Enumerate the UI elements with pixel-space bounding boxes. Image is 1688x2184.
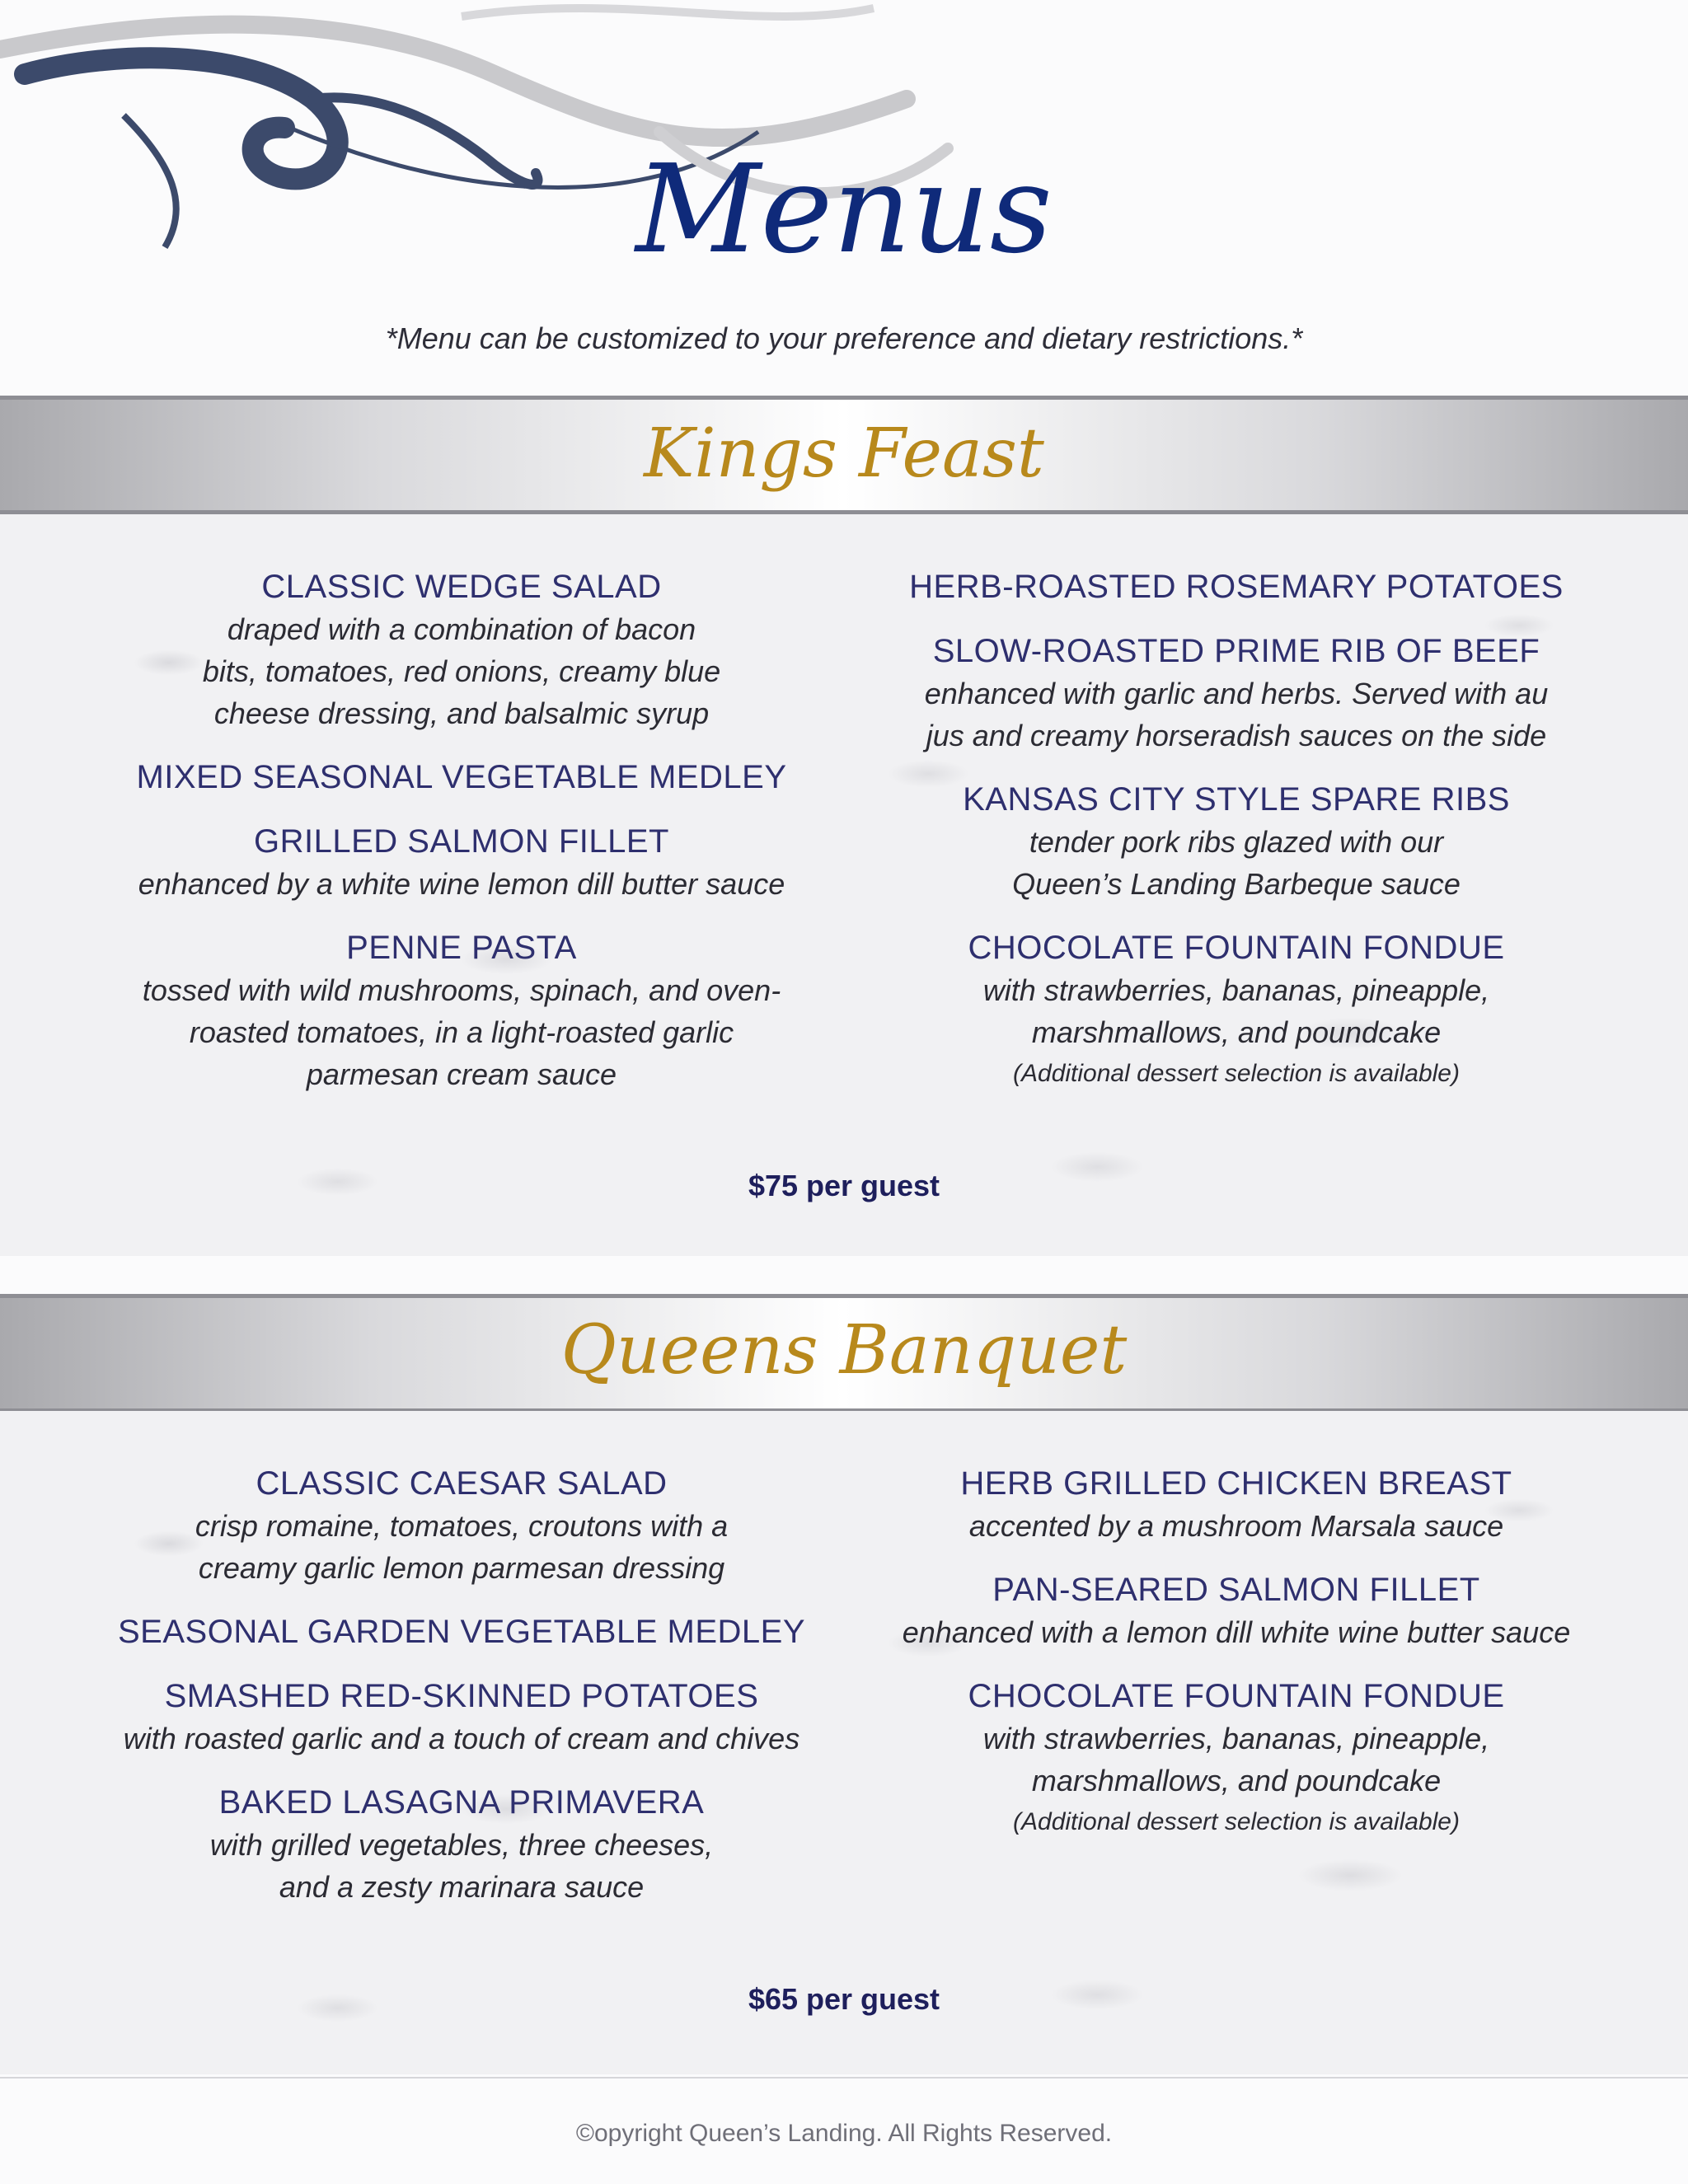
menu-item xyxy=(841,1462,1632,1547)
menu-item-name: PAN-SEARED SALMON FILLET xyxy=(992,1572,1480,1608)
menu-item-name: SMASHED RED-SKINNED POTATOES xyxy=(164,1678,759,1714)
menu-item-desc: cheese dressing, and balsalmic syrup xyxy=(213,696,710,730)
menu-item-name: KANSAS CITY STYLE SPARE RIBS xyxy=(963,781,1510,818)
menu-item-name: SLOW-ROASTED PRIME RIB OF BEEF xyxy=(932,633,1540,669)
dessert-note: (Additional dessert selection is available) xyxy=(1013,1808,1460,1835)
menu-item xyxy=(66,926,857,1095)
menu-item-desc: jus and creamy horseradish sauces on the side xyxy=(926,719,1547,752)
menu-item xyxy=(66,756,857,799)
menu-item xyxy=(841,778,1632,905)
customization-note: *Menu can be customized to your preference and dietary restrictions.* xyxy=(385,321,1303,355)
menu-item-name: MIXED SEASONAL VEGETABLE MEDLEY xyxy=(136,759,787,795)
menu-item xyxy=(841,926,1632,1094)
menu-item xyxy=(66,1610,857,1653)
menu-item-desc: draped with a combination of bacon xyxy=(227,612,696,646)
menu-item-desc: bits, tomatoes, red onions, creamy blue xyxy=(202,654,721,688)
queens-price: $65 per guest xyxy=(748,1982,940,2016)
queens-banquet-title: Queens Banquet xyxy=(560,1311,1128,1390)
menu-item-name: CHOCOLATE FOUNTAIN FONDUE xyxy=(968,1678,1505,1714)
menu-item-desc: with strawberries, bananas, pineapple, xyxy=(982,1722,1490,1755)
menu-item-desc: creamy garlic lemon parmesan dressing xyxy=(198,1551,725,1585)
queens-left-column xyxy=(66,1462,857,1929)
page-title: Menus xyxy=(635,138,1053,280)
kings-right-column xyxy=(841,565,1632,1116)
menu-item xyxy=(841,630,1632,757)
menu-item-desc: tossed with wild mushrooms, spinach, and oven- xyxy=(142,973,781,1007)
menu-item-desc: with strawberries, bananas, pineapple, xyxy=(982,973,1490,1007)
kings-price: $75 per guest xyxy=(748,1169,940,1202)
menu-item-name: HERB GRILLED CHICKEN BREAST xyxy=(960,1465,1512,1502)
menu-item-name: BAKED LASAGNA PRIMAVERA xyxy=(218,1784,705,1821)
menu-item xyxy=(66,565,857,734)
menu-item-desc: enhanced with garlic and herbs. Served with au xyxy=(924,677,1549,710)
copyright-footer: ©opyright Queen’s Landing. All Rights Reserved. xyxy=(575,2120,1113,2147)
kings-left-column xyxy=(66,565,857,1117)
menu-item-desc: roasted tomatoes, in a light-roasted garlic xyxy=(189,1015,734,1049)
menu-item xyxy=(841,1568,1632,1653)
menu-item-name: CHOCOLATE FOUNTAIN FONDUE xyxy=(968,930,1505,966)
menu-item xyxy=(66,1781,857,1908)
menu-item-name: SEASONAL GARDEN VEGETABLE MEDLEY xyxy=(117,1614,806,1650)
menu-item-desc: marshmallows, and poundcake xyxy=(1031,1015,1442,1049)
menu-item xyxy=(841,565,1632,608)
menu-item-name: PENNE PASTA xyxy=(346,930,577,966)
menu-item-desc: accented by a mushroom Marsala sauce xyxy=(968,1509,1504,1543)
menu-item-name: CLASSIC CAESAR SALAD xyxy=(256,1465,668,1502)
menu-item-desc: parmesan cream sauce xyxy=(306,1057,617,1091)
kings-feast-title: Kings Feast xyxy=(644,415,1044,493)
menu-item-desc: tender pork ribs glazed with our xyxy=(1029,825,1444,859)
menu-item-desc: marshmallows, and poundcake xyxy=(1031,1764,1442,1797)
dessert-note: (Additional dessert selection is available) xyxy=(1013,1060,1460,1087)
menu-item-desc: with roasted garlic and a touch of cream and chives xyxy=(123,1722,800,1755)
menu-item-desc: enhanced by a white wine lemon dill butter sauce xyxy=(138,867,785,901)
menu-item xyxy=(66,820,857,905)
menu-item-desc: and a zesty marinara sauce xyxy=(279,1870,645,1904)
menu-item xyxy=(841,1675,1632,1843)
kings-feast-banner xyxy=(0,396,1688,514)
menu-item-desc: enhanced with a lemon dill white wine butter sauce xyxy=(902,1615,1571,1649)
queens-right-column xyxy=(841,1462,1632,1864)
menu-item-desc: crisp romaine, tomatoes, croutons with a xyxy=(195,1509,729,1543)
menu-item-name: HERB-ROASTED ROSEMARY POTATOES xyxy=(909,569,1564,605)
menu-item xyxy=(66,1675,857,1760)
footer-divider xyxy=(0,2077,1688,2079)
menu-item xyxy=(66,1462,857,1589)
menu-item-desc: Queen’s Landing Barbeque sauce xyxy=(1012,867,1461,901)
menu-item-name: GRILLED SALMON FILLET xyxy=(254,823,669,860)
queens-banquet-banner xyxy=(0,1294,1688,1413)
menu-item-desc: with grilled vegetables, three cheeses, xyxy=(209,1828,714,1862)
menu-item-name: CLASSIC WEDGE SALAD xyxy=(261,569,662,605)
